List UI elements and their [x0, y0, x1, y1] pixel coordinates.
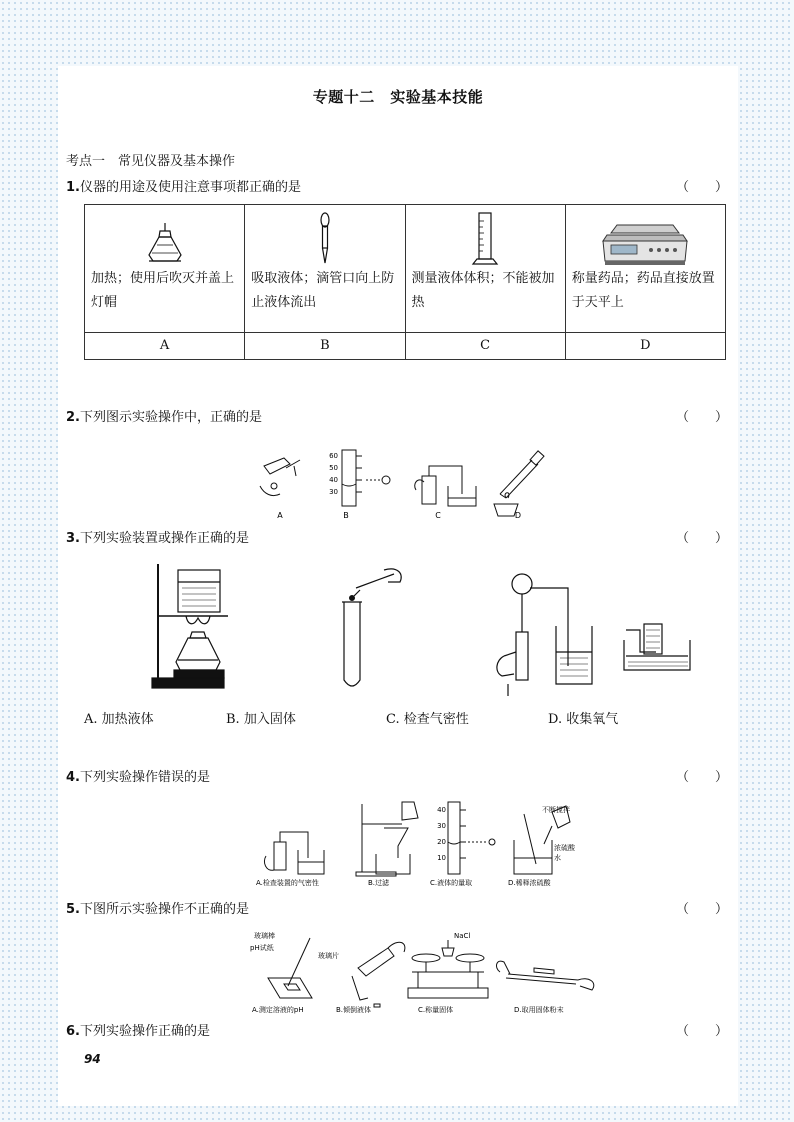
electronic-balance-icon — [599, 219, 691, 267]
question-5-caption-b: B.倾倒液体 — [336, 1006, 372, 1014]
question-5-note-rod: 玻璃棒 — [254, 932, 275, 940]
dropper-icon — [315, 211, 335, 267]
question-3-option-b: B. 加入固体 — [226, 712, 296, 727]
question-5-note-nacl: NaCl — [454, 932, 471, 940]
question-2-label-a: A — [277, 511, 283, 520]
question-1 — [66, 176, 301, 195]
question-1-text: 仪器的用途及使用注意事项都正确的是 — [79, 180, 301, 195]
question-4-scale-30: 30 — [437, 822, 446, 830]
table-cell-b — [245, 205, 405, 333]
question-3-figure — [148, 560, 692, 696]
question-4-caption-b: B.过滤 — [368, 879, 390, 887]
question-2-text: 下列图示实验操作中，正确的是 — [79, 410, 262, 425]
question-5-caption-c: C.称量固体 — [418, 1006, 454, 1014]
question-4 — [66, 766, 210, 785]
answer-blank-3[interactable]: （ ） — [675, 531, 728, 546]
question-6-text: 下列实验操作正确的是 — [79, 1024, 210, 1039]
question-6-number: 6. — [66, 1024, 80, 1039]
table-cell-c-text: 测量液体体积；不能被加热 — [411, 271, 555, 310]
question-3 — [66, 527, 249, 546]
answer-blank-1[interactable]: （ ） — [675, 180, 728, 195]
question-3-option-c: C. 检查气密性 — [386, 712, 469, 727]
question-2-label-d: D — [514, 511, 522, 520]
section-heading: 考点一 常见仪器及基本操作 — [66, 154, 236, 169]
question-5-note-ph: pH试纸 — [250, 944, 274, 952]
question-3-option-d: D. 收集氧气 — [548, 712, 619, 727]
question-4-scale-10: 10 — [437, 854, 446, 862]
question-2-label-b: B — [343, 511, 349, 520]
question-5-number: 5. — [66, 902, 80, 917]
answer-blank-6[interactable]: （ ） — [675, 1024, 728, 1039]
table-letter-c: C — [405, 333, 565, 360]
answer-blank-4[interactable]: （ ） — [675, 770, 728, 785]
question-3-text: 下列实验装置或操作正确的是 — [79, 531, 249, 546]
question-4-caption-a: A.检查装置的气密性 — [256, 879, 319, 887]
question-5-figure — [248, 928, 624, 1016]
question-4-text: 下列实验操作错误的是 — [79, 770, 210, 785]
alcohol-lamp-icon — [145, 221, 185, 267]
question-5 — [66, 898, 249, 917]
question-6 — [66, 1020, 210, 1039]
question-5-caption-d: D.取用固体粉末 — [514, 1006, 564, 1014]
question-2-scale-50: 50 — [329, 464, 338, 472]
question-2-label-c: C — [435, 511, 441, 520]
table-cell-a — [85, 205, 245, 333]
question-3-option-a: A. 加热液体 — [84, 712, 154, 727]
table-cell-d — [565, 205, 725, 333]
table-letter-d: D — [565, 333, 725, 360]
instrument-table — [84, 204, 726, 360]
question-4-figure — [252, 798, 592, 888]
question-2-number: 2. — [66, 410, 80, 425]
question-2-figure — [250, 446, 556, 522]
answer-blank-5[interactable]: （ ） — [675, 902, 728, 917]
question-5-note-glass: 玻璃片 — [318, 952, 339, 960]
table-letter-a: A — [85, 333, 245, 360]
question-4-scale-40: 40 — [437, 806, 446, 814]
question-4-caption-c: C.液体的量取 — [430, 879, 473, 887]
question-3-number: 3. — [66, 531, 80, 546]
question-5-text: 下图所示实验操作不正确的是 — [79, 902, 249, 917]
question-2 — [66, 406, 262, 425]
table-cell-b-text: 吸取液体；滴管口向上防止液体流出 — [251, 271, 395, 310]
table-letter-b: B — [245, 333, 405, 360]
question-2-scale-30: 30 — [329, 488, 338, 496]
graduated-cylinder-icon — [470, 211, 500, 267]
question-4-scale-20: 20 — [437, 838, 446, 846]
question-5-caption-a: A.测定溶液的pH — [252, 1006, 304, 1014]
table-cell-d-text: 称量药品；药品直接放置于天平上 — [571, 271, 715, 310]
question-4-caption-d: D.稀释浓硫酸 — [508, 879, 551, 887]
question-4-note-acid: 浓硫酸 — [554, 844, 575, 852]
page — [58, 66, 738, 1106]
question-1-number: 1. — [66, 180, 80, 195]
table-cell-c — [405, 205, 565, 333]
page-number: 94 — [84, 1052, 101, 1066]
question-2-scale-40: 40 — [329, 476, 338, 484]
question-2-scale-60: 60 — [329, 452, 338, 460]
page-title: 专题十二 实验基本技能 — [312, 88, 484, 106]
question-4-note-stir: 不断搅拌 — [542, 806, 570, 814]
table-cell-a-text: 加热；使用后吹灭并盖上灯帽 — [91, 271, 235, 310]
question-4-number: 4. — [66, 770, 80, 785]
question-4-note-water: 水 — [554, 854, 561, 862]
answer-blank-2[interactable]: （ ） — [675, 410, 728, 425]
